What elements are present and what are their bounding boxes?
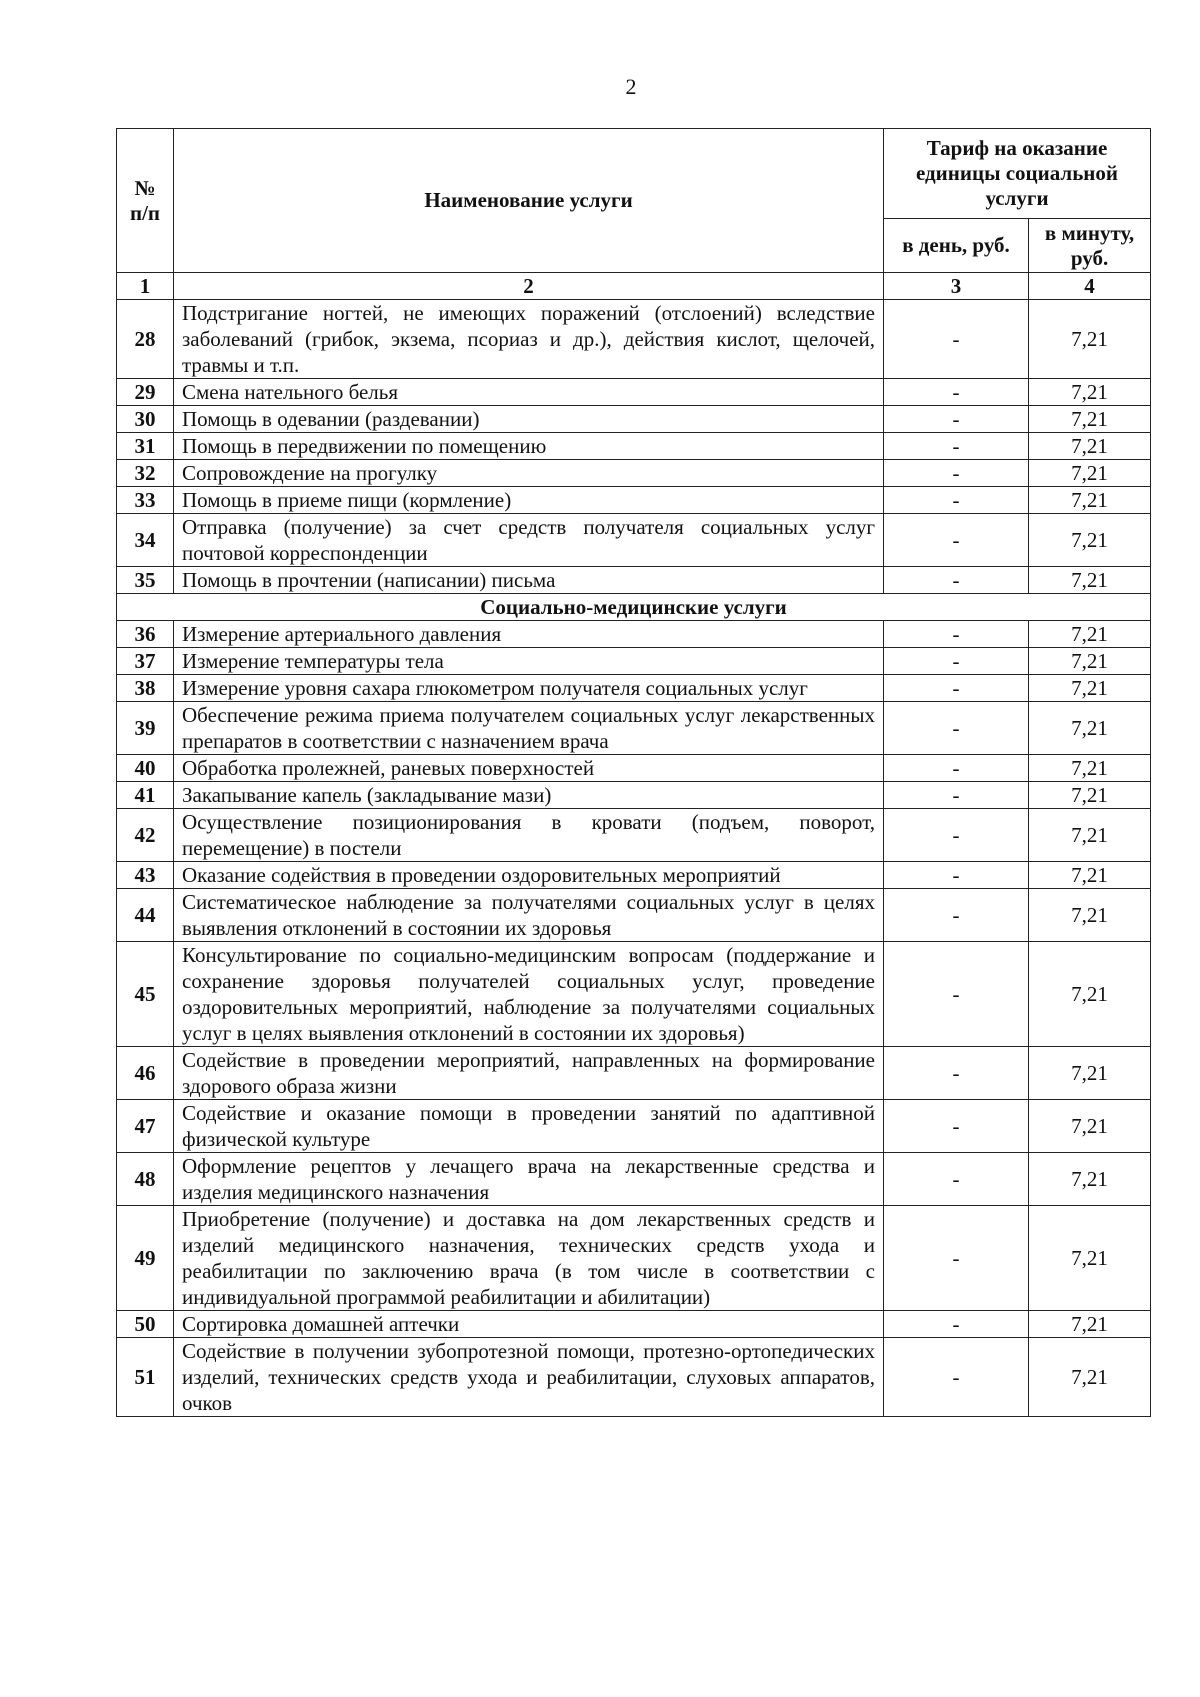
tariff-per-day: - — [884, 675, 1029, 702]
table-row — [117, 675, 1151, 702]
table-row — [117, 809, 1151, 862]
row-number: 49 — [117, 1206, 174, 1311]
column-index-3: 3 — [884, 273, 1029, 300]
row-number: 44 — [117, 889, 174, 942]
tariff-per-day: - — [884, 300, 1029, 379]
tariff-per-minute: 7,21 — [1029, 862, 1151, 889]
table-row — [117, 1153, 1151, 1206]
header-num: № п/п — [117, 129, 174, 273]
row-number: 34 — [117, 514, 174, 567]
rows-group-b — [117, 621, 1151, 1417]
tariff-per-minute: 7,21 — [1029, 1047, 1151, 1100]
table-row — [117, 433, 1151, 460]
table-row — [117, 460, 1151, 487]
tariff-per-day: - — [884, 942, 1029, 1047]
tariff-per-minute: 7,21 — [1029, 1311, 1151, 1338]
row-number: 46 — [117, 1047, 174, 1100]
tariff-per-minute: 7,21 — [1029, 782, 1151, 809]
row-number: 32 — [117, 460, 174, 487]
service-name: Подстригание ногтей, не имеющих поражений (отслоений) вследствие заболеваний (грибок, экзема, псориаз и др.), действия кислот, щелочей, травмы и т.п. — [174, 300, 884, 379]
tariff-table — [116, 128, 1151, 1417]
service-name: Помощь в одевании (раздевании) — [174, 406, 884, 433]
tariff-per-day: - — [884, 621, 1029, 648]
tariff-per-minute: 7,21 — [1029, 755, 1151, 782]
tariff-per-minute: 7,21 — [1029, 1153, 1151, 1206]
service-name: Обеспечение режима приема получателем социальных услуг лекарственных препаратов в соответствии с назначением врача — [174, 702, 884, 755]
row-number: 29 — [117, 379, 174, 406]
row-number: 43 — [117, 862, 174, 889]
table-row — [117, 514, 1151, 567]
section-group — [117, 594, 1151, 621]
tariff-per-minute: 7,21 — [1029, 648, 1151, 675]
tariff-per-minute: 7,21 — [1029, 702, 1151, 755]
table-row — [117, 300, 1151, 379]
tariff-per-minute: 7,21 — [1029, 1100, 1151, 1153]
tariff-per-minute: 7,21 — [1029, 889, 1151, 942]
table-row — [117, 889, 1151, 942]
tariff-per-day: - — [884, 487, 1029, 514]
row-number: 38 — [117, 675, 174, 702]
table-row — [117, 1311, 1151, 1338]
row-number: 35 — [117, 567, 174, 594]
tariff-per-minute: 7,21 — [1029, 514, 1151, 567]
table-row — [117, 942, 1151, 1047]
row-number: 51 — [117, 1338, 174, 1417]
tariff-per-day: - — [884, 406, 1029, 433]
service-name: Измерение артериального давления — [174, 621, 884, 648]
table-row — [117, 621, 1151, 648]
table-row — [117, 702, 1151, 755]
tariff-per-day: - — [884, 514, 1029, 567]
table-row — [117, 406, 1151, 433]
tariff-per-minute: 7,21 — [1029, 809, 1151, 862]
tariff-per-minute: 7,21 — [1029, 1206, 1151, 1311]
service-name: Смена нательного белья — [174, 379, 884, 406]
service-name: Содействие в получении зубопротезной помощи, протезно-ортопедических изделий, технических средств ухода и реабилитации, слуховых аппаратов, очков — [174, 1338, 884, 1417]
service-name: Систематическое наблюдение за получателями социальных услуг в целях выявления отклонений в состоянии их здоровья — [174, 889, 884, 942]
header-service-name: Наименование услуги — [174, 129, 884, 273]
row-number: 33 — [117, 487, 174, 514]
service-name: Измерение уровня сахара глюкометром получателя социальных услуг — [174, 675, 884, 702]
service-name: Закапывание капель (закладывание мази) — [174, 782, 884, 809]
tariff-per-minute: 7,21 — [1029, 487, 1151, 514]
tariff-per-minute: 7,21 — [1029, 379, 1151, 406]
service-name: Приобретение (получение) и доставка на дом лекарственных средств и изделий медицинского назначения, технических средств ухода и реабилитации по заключению врача (в том числе в соответствии с индивидуальной программой реабилитации и абилитации) — [174, 1206, 884, 1311]
tariff-per-day: - — [884, 1338, 1029, 1417]
tariff-per-day: - — [884, 433, 1029, 460]
service-name: Обработка пролежней, раневых поверхностей — [174, 755, 884, 782]
row-number: 31 — [117, 433, 174, 460]
table-row — [117, 1338, 1151, 1417]
page-number: 2 — [625, 74, 637, 99]
service-name: Содействие и оказание помощи в проведении занятий по адаптивной физической культуре — [174, 1100, 884, 1153]
row-number: 37 — [117, 648, 174, 675]
tariff-per-day: - — [884, 702, 1029, 755]
tariff-per-day: - — [884, 809, 1029, 862]
header-tariff-group: Тариф на оказание единицы социальной услуги — [884, 129, 1151, 219]
tariff-per-day: - — [884, 648, 1029, 675]
tariff-per-day: - — [884, 1047, 1029, 1100]
table-row — [117, 782, 1151, 809]
row-number: 48 — [117, 1153, 174, 1206]
tariff-per-day: - — [884, 1100, 1029, 1153]
table-row — [117, 862, 1151, 889]
row-number: 36 — [117, 621, 174, 648]
service-name: Сопровождение на прогулку — [174, 460, 884, 487]
tariff-per-day: - — [884, 782, 1029, 809]
tariff-per-minute: 7,21 — [1029, 300, 1151, 379]
row-number: 41 — [117, 782, 174, 809]
table-row — [117, 567, 1151, 594]
table-row — [117, 1100, 1151, 1153]
tariff-per-day: - — [884, 1206, 1029, 1311]
row-number: 47 — [117, 1100, 174, 1153]
tariff-per-day: - — [884, 889, 1029, 942]
tariff-per-minute: 7,21 — [1029, 942, 1151, 1047]
row-number: 40 — [117, 755, 174, 782]
service-name: Помощь в прочтении (написании) письма — [174, 567, 884, 594]
tariff-per-day: - — [884, 567, 1029, 594]
row-number: 42 — [117, 809, 174, 862]
section-title: Социально-медицинские услуги — [117, 594, 1151, 621]
tariff-per-minute: 7,21 — [1029, 675, 1151, 702]
tariff-per-minute: 7,21 — [1029, 621, 1151, 648]
tariff-per-day: - — [884, 1311, 1029, 1338]
table-row — [117, 648, 1151, 675]
header-per-minute: в минуту, руб. — [1029, 219, 1151, 273]
rows-group-a — [117, 300, 1151, 594]
tariff-per-day: - — [884, 379, 1029, 406]
column-index-4: 4 — [1029, 273, 1151, 300]
table-row — [117, 379, 1151, 406]
tariff-per-minute: 7,21 — [1029, 1338, 1151, 1417]
service-name: Отправка (получение) за счет средств получателя социальных услуг почтовой корреспонденции — [174, 514, 884, 567]
tariff-per-minute: 7,21 — [1029, 460, 1151, 487]
row-number: 45 — [117, 942, 174, 1047]
service-name: Помощь в передвижении по помещению — [174, 433, 884, 460]
row-number: 50 — [117, 1311, 174, 1338]
service-name: Сортировка домашней аптечки — [174, 1311, 884, 1338]
service-name: Оказание содействия в проведении оздоровительных мероприятий — [174, 862, 884, 889]
table-row — [117, 1047, 1151, 1100]
tariff-per-day: - — [884, 1153, 1029, 1206]
service-name: Консультирование по социально-медицинским вопросам (поддержание и сохранение здоровья получателей социальных услуг, проведение оздоровительных мероприятий, наблюдение за получателями социальных услуг в целях выявления отклонений в состоянии их здоровья) — [174, 942, 884, 1047]
column-index-1: 1 — [117, 273, 174, 300]
row-number: 28 — [117, 300, 174, 379]
tariff-per-day: - — [884, 862, 1029, 889]
column-index-2: 2 — [174, 273, 884, 300]
row-number: 39 — [117, 702, 174, 755]
tariff-per-day: - — [884, 755, 1029, 782]
tariff-per-minute: 7,21 — [1029, 567, 1151, 594]
service-name: Измерение температуры тела — [174, 648, 884, 675]
service-name: Осуществление позиционирования в кровати (подъем, поворот, перемещение) в постели — [174, 809, 884, 862]
header-per-day: в день, руб. — [884, 219, 1029, 273]
service-name: Помощь в приеме пищи (кормление) — [174, 487, 884, 514]
table-row — [117, 487, 1151, 514]
tariff-per-minute: 7,21 — [1029, 406, 1151, 433]
service-name: Содействие в проведении мероприятий, направленных на формирование здорового образа жизни — [174, 1047, 884, 1100]
tariff-per-day: - — [884, 460, 1029, 487]
table-row — [117, 1206, 1151, 1311]
row-number: 30 — [117, 406, 174, 433]
service-name: Оформление рецептов у лечащего врача на лекарственные средства и изделия медицинского назначения — [174, 1153, 884, 1206]
tariff-per-minute: 7,21 — [1029, 433, 1151, 460]
table-row — [117, 755, 1151, 782]
